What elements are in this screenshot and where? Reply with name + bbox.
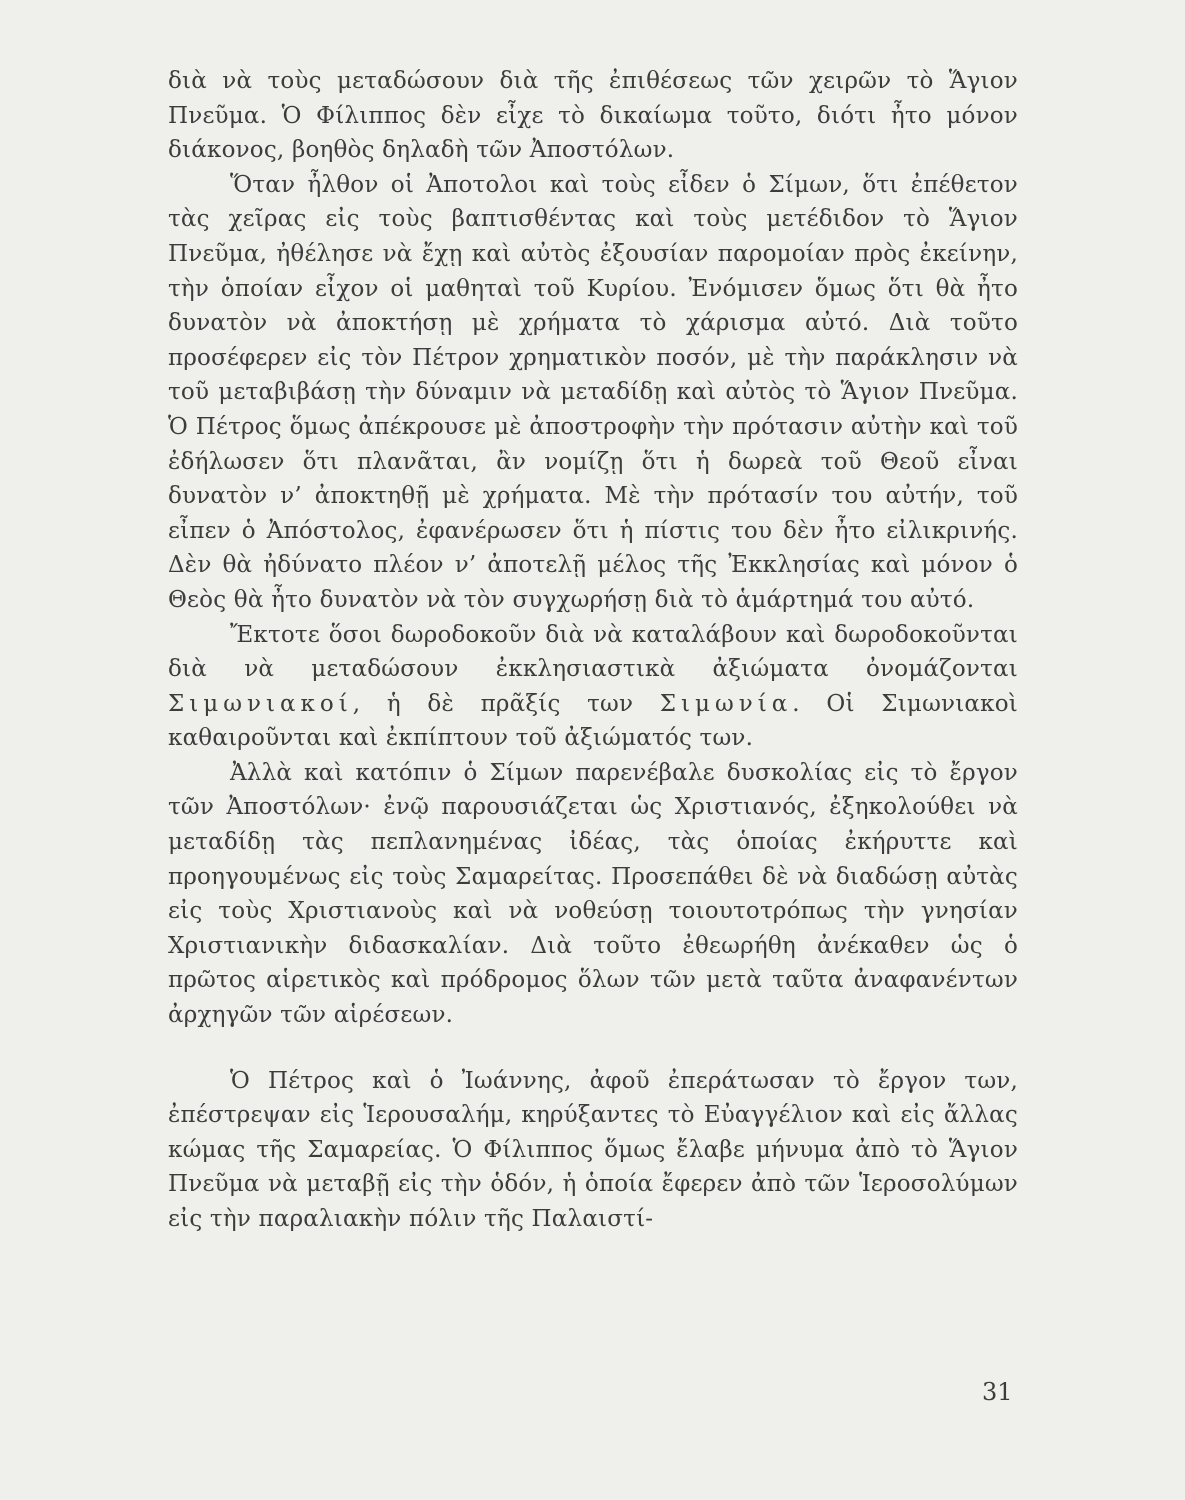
paragraph-3-text-middle: , ἡ δὲ πρᾶξίς των <box>352 690 660 717</box>
paragraph-5: Ὁ Πέτρος καὶ ὁ Ἰωάννης, ἀφοῦ ἐπεράτωσαν τὸ ἔργον των, ἐπέστρεψαν εἰς Ἱερουσαλήμ, κηρύξαντες τὸ Εὐαγγέλιον καὶ εἰς ἄλλας κώμας τῆς Σαμαρείας. Ὁ Φίλιππος ὅμως ἔλαβε μήνυμα ἀπὸ τὸ Ἅγιον Πνεῦμα νὰ μεταβῇ εἰς τὴν ὁδόν, ἡ ὁποία ἔφερεν ἀπὸ τῶν Ἱεροσολύμων εἰς τὴν παραλιακὴν πόλιν τῆς Παλαιστί- <box>168 1067 1018 1232</box>
spaced-term-simoniakoi: Σιμωνιακοί <box>168 690 353 717</box>
paragraph-3-text-before: Ἔκτοτε ὅσοι δωροδοκοῦν διὰ νὰ καταλάβουν καὶ δωροδοκοῦνται διὰ νὰ μεταδώσουν ἐκκλησιαστικὰ ἀξιώματα ὀνομάζονται <box>168 621 1018 683</box>
paragraph-3 <box>168 618 1018 756</box>
page-number: 31 <box>982 1378 1013 1406</box>
paragraph-1: διὰ νὰ τοὺς μεταδώσουν διὰ τῆς ἐπιθέσεως τῶν χειρῶν τὸ Ἅγιον Πνεῦμα. Ὁ Φίλιππος δὲν εἶχε τὸ δικαίωμα τοῦτο, διότι ἦτο μόνον διάκονος, βοηθὸς δηλαδὴ τῶν Ἀποστόλων. <box>168 68 1018 164</box>
paragraph-2: Ὅταν ἦλθον οἱ Ἀποτολοι καὶ τοὺς εἶδεν ὁ Σίμων, ὅτι ἐπέθετον τὰς χεῖρας εἰς τοὺς βαπτισθέντας καὶ τοὺς μετέδιδον τὸ Ἅγιον Πνεῦμα, ἠθέλησε νὰ ἔχῃ καὶ αὐτὸς ἐξουσίαν παρομοίαν πρὸς ἐκείνην, τὴν ὁποίαν εἶχον οἱ μαθηταὶ τοῦ Κυρίου. Ἐνόμισεν ὅμως ὅτι θὰ ἦτο δυνατὸν νὰ ἀποκτήσῃ μὲ χρήματα τὸ χάρισμα αὐτό. Διὰ τοῦτο προσέφερεν εἰς τὸν Πέτρον χρηματικὸν ποσόν, μὲ τὴν παράκλησιν νὰ τοῦ μεταβιβάσῃ τὴν δύναμιν νὰ μεταδίδῃ καὶ αὐτὸς τὸ Ἅγιον Πνεῦμα. Ὁ Πέτρος ὅμως ἀπέκρουσε μὲ ἀποστροφὴν τὴν πρότασιν αὐτὴν καὶ τοῦ ἐδήλωσεν ὅτι πλανᾶται, ἂν νομίζῃ ὅτι ἡ δωρεὰ τοῦ Θεοῦ εἶναι δυνατὸν ν’ ἀποκτηθῇ μὲ χρήματα. Μὲ τὴν πρότασίν του αὐτήν, τοῦ εἶπεν ὁ Ἀπόστολος, ἐφανέρωσεν ὅτι ἡ πίστις του δὲν ἦτο εἰλικρινής. Δὲν θὰ ἠδύνατο πλέον ν’ ἀποτελῇ μέλος τῆς Ἐκκλησίας καὶ μόνον ὁ Θεὸς θὰ ἦτο δυνατὸν νὰ τὸν συγχωρήσῃ διὰ τὸ ἁμάρτημά του αὐτό. <box>168 171 1018 613</box>
paragraph-4: Ἀλλὰ καὶ κατόπιν ὁ Σίμων παρενέβαλε δυσκολίας εἰς τὸ ἔργον τῶν Ἀποστόλων· ἐνῷ παρουσιάζεται ὡς Χριστιανός, ἐξηκολούθει νὰ μεταδίδῃ τὰς πεπλανημένας ἰδέας, τὰς ὁποίας ἐκήρυττε καὶ προηγουμένως εἰς τοὺς Σαμαρείτας. Προσεπάθει δὲ νὰ διαδώσῃ αὐτὰς εἰς τοὺς Χριστιανοὺς καὶ νὰ νοθεύσῃ τοιουτοτρόπως τὴν γνησίαν Χριστιανικὴν διδασκαλίαν. Διὰ τοῦτο ἐθεωρήθη ἀνέκαθεν ὡς ὁ πρῶτος αἱρετικὸς καὶ πρόδρομος ὅλων τῶν μετὰ ταῦτα ἀναφανέντων ἀρχηγῶν τῶν αἱρέσεων. <box>168 759 1018 1029</box>
spaced-term-simonia: Σιμωνία <box>659 690 793 717</box>
paragraph-3-text-after: . Οἱ Σιμωνιακοὶ καθαιροῦνται καὶ ἐκπίπτουν τοῦ ἀξιώματός των. <box>168 690 1019 752</box>
body-text <box>168 64 1018 1237</box>
